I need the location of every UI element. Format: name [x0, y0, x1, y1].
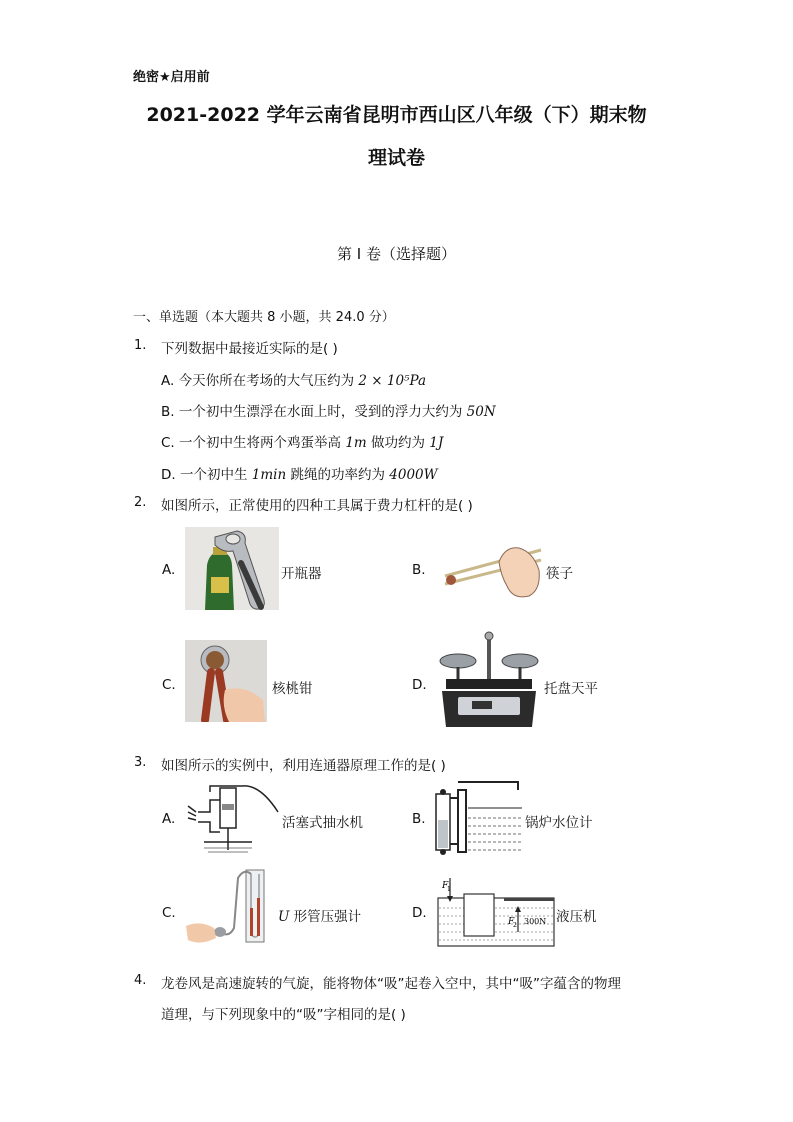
q2-a-label: A.: [162, 562, 176, 578]
q3-c-caption-math: U: [278, 909, 290, 925]
q3-c-caption-text: 形管压强计: [289, 909, 362, 925]
q1-c-text1: 一个初中生将两个鸡蛋举高: [179, 435, 346, 451]
hydraulic-press-image: [434, 874, 556, 950]
q2-number: 2.: [134, 495, 147, 510]
q2-b-caption: 筷子: [546, 566, 573, 582]
q1-a-text: 今天你所在考场的大气压约为: [178, 373, 359, 389]
exam-title-line2: 理试卷: [367, 147, 425, 169]
q2-text: 如图所示，正常使用的四种工具属于费力杠杆的是( ): [161, 498, 473, 514]
bottle-opener-image: [185, 527, 279, 610]
q1-option-c: [161, 431, 443, 451]
q3-c-caption: [278, 905, 361, 925]
q1-number: 1.: [134, 338, 147, 353]
nutcracker-image: [185, 640, 267, 722]
q1-b-text: 一个初中生漂浮在水面上时，受到的浮力大约为: [178, 404, 467, 420]
q2-c-label: C.: [162, 677, 176, 693]
q3-a-caption: 活塞式抽水机: [282, 815, 363, 831]
q3-a-label: A.: [162, 811, 176, 827]
q2-a-caption: 开瓶器: [281, 566, 322, 582]
volume-heading: 第 I 卷（选择题）: [337, 245, 456, 263]
q3-d-caption: 液压机: [556, 909, 597, 925]
q1-d-text1: 一个初中生: [179, 467, 252, 483]
q1-c-label: C.: [161, 435, 175, 451]
q1-a-label: A.: [161, 373, 175, 389]
q1-b-math: 50N: [466, 404, 496, 420]
f1-label: F: [442, 881, 449, 891]
exam-title-line1: 2021-2022 学年云南省昆明市西山区八年级（下）期末物: [146, 104, 647, 126]
secret-label: 绝密★启用前: [133, 70, 210, 85]
q4-text-line1: 龙卷风是高速旋转的气旋，能将物体“吸”起卷入空中，其中“吸”字蕴含的物理: [161, 976, 621, 992]
q1-a-math: 2 × 10⁵Pa: [358, 373, 426, 389]
u-tube-manometer-image: [184, 868, 276, 946]
f2-label: F: [508, 917, 515, 927]
q2-b-label: B.: [412, 562, 426, 578]
q3-number: 3.: [134, 755, 147, 770]
q3-c-label: C.: [162, 905, 176, 921]
q3-d-label: D.: [412, 905, 427, 921]
f1-subscript: 1: [447, 886, 451, 893]
q1-option-a: [161, 369, 426, 389]
q3-text: 如图所示的实例中，利用连通器原理工作的是( ): [161, 758, 446, 774]
q4-number: 4.: [134, 973, 147, 988]
q3-b-caption: 锅炉水位计: [525, 815, 593, 831]
q4-text-line2: 道理，与下列现象中的“吸”字相同的是( ): [161, 1007, 406, 1023]
q1-option-d: [161, 463, 438, 483]
q1-text: 下列数据中最接近实际的是( ): [161, 341, 338, 357]
chopsticks-image: [441, 540, 543, 602]
force-300n-label: 300N: [524, 917, 547, 926]
balance-scale-image: [436, 631, 542, 732]
q1-b-label: B.: [161, 404, 175, 420]
q1-c-math1: 1m: [345, 435, 367, 451]
boiler-water-gauge-image: [434, 778, 524, 860]
section-heading: 一、单选题（本大题共 8 小题，共 24.0 分）: [133, 310, 395, 325]
q1-d-math1: 1min: [251, 467, 287, 483]
q2-d-label: D.: [412, 677, 427, 693]
q1-d-label: D.: [161, 467, 176, 483]
q2-d-caption: 托盘天平: [544, 681, 598, 697]
q1-d-text2: 跳绳的功率约为: [286, 467, 390, 483]
q1-c-math2: 1J: [429, 435, 444, 451]
q1-c-text2: 做功约为: [366, 435, 430, 451]
q2-c-caption: 核桃钳: [272, 681, 313, 697]
piston-pump-image: [180, 782, 280, 856]
q1-option-b: [161, 400, 496, 420]
q3-b-label: B.: [412, 811, 426, 827]
f2-subscript: 2: [513, 922, 517, 929]
q1-d-math2: 4000W: [389, 467, 438, 483]
